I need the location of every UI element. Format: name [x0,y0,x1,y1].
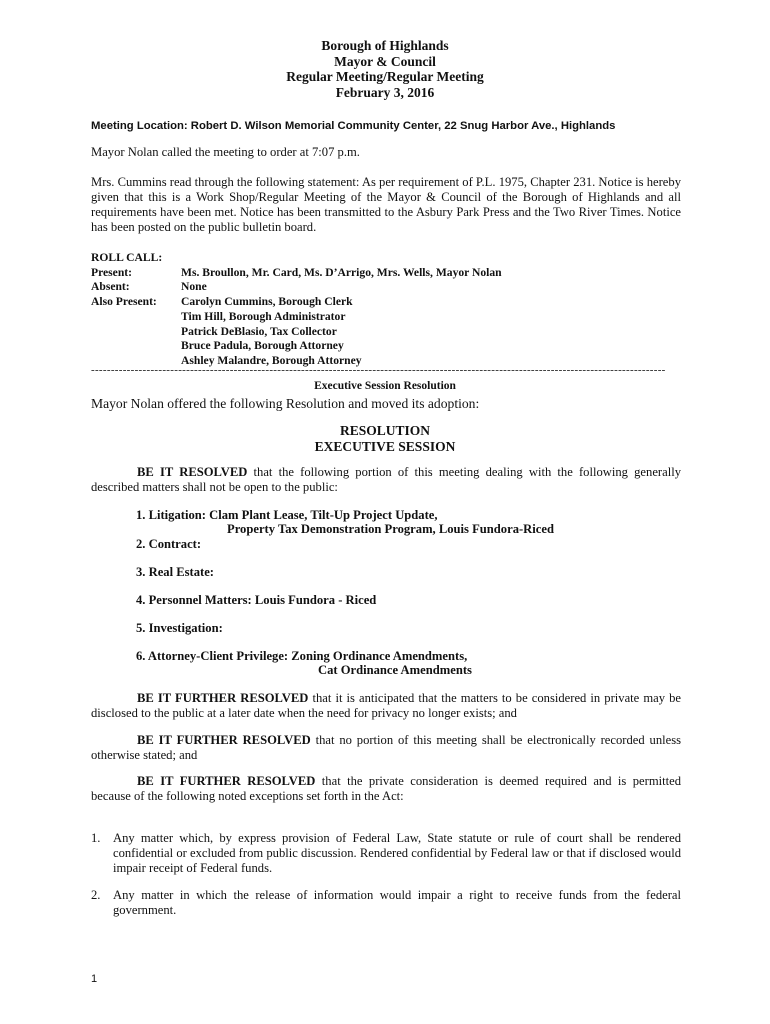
exception-number: 1. [91,831,101,845]
matter-litigation: 1. Litigation: Clam Plant Lease, Tilt-Up Project Update, [136,508,438,522]
matter-personnel: 4. Personnel Matters: Louis Fundora - Riced [136,593,377,607]
resolution-title: RESOLUTION [339,423,431,438]
resolution-subtitle: EXECUTIVE SESSION [314,439,456,454]
roll-absent-names: None [181,280,207,294]
exception-number: 2. [91,888,101,902]
roll-also-name: Patrick DeBlasio, Tax Collector [181,324,337,338]
call-to-order: Mayor Nolan called the meeting to order at 7:07 p.m. [91,145,360,159]
resolved-paragraph [91,465,681,495]
further-resolved-text: that the private consideration is deemed required and is permitted because of the following noted exceptions set forth in the Act: [91,774,681,803]
notice-statement: Mrs. Cummins read through the following statement: As per requirement of P.L. 1975, Chapter 231. Notice is hereby given that this is a Work Shop/Regular Meeting of the Mayor & Council of the Borough of Highlands and all requirements have been met. Notice has been transmitted to the Asbury Park Press and the Two River Times. Notice has been posted on the public bulletin board. [91,175,681,234]
resolved-lead: BE IT RESOLVED [137,465,248,479]
resolution-offered: Mayor Nolan offered the following Resolution and moved its adoption: [91,396,480,411]
resolution-heading [0,423,770,455]
roll-also-name: Carolyn Cummins, Borough Clerk [181,295,353,309]
further-resolved-paragraph [91,774,681,804]
exception-text: Any matter in which the release of information would impair a right to receive funds from the federal government. [113,888,681,917]
roll-also-row [91,325,502,340]
further-resolved-paragraph [91,691,681,721]
roll-also-row [91,295,502,310]
roll-also-name: Tim Hill, Borough Administrator [181,309,346,323]
further-resolved-lead: BE IT FURTHER RESOLVED [137,691,309,705]
further-resolved-lead: BE IT FURTHER RESOLVED [137,733,311,747]
further-resolved-text: that no portion of this meeting shall be electronically recorded unless otherwise stated; and [91,733,682,762]
roll-absent-row [91,280,502,295]
roll-also-label: Also Present: [91,295,157,309]
page-number: 1 [91,973,98,985]
further-resolved-text: that it is anticipated that the matters to be considered in private may be disclosed to the public at a later date when the need for privacy no longer exists; and [91,691,681,720]
roll-also-name: Bruce Padula, Borough Attorney [181,339,344,353]
matter-contract: 2. Contract: [136,537,202,551]
roll-present-names: Ms. Broullon, Mr. Card, Ms. D’Arrigo, Mrs. Wells, Mayor Nolan [181,265,502,279]
roll-also-row [91,339,502,354]
exception-text: Any matter which, by express provision of Federal Law, State statute or rule of court shall be rendered confidential or excluded from public discussion. Rendered confidential by Federal law or that if disclosed would impair receipt of Federal funds. [113,831,681,875]
matter-investigation: 5. Investigation: [136,621,223,635]
further-resolved-lead: BE IT FURTHER RESOLVED [137,774,316,788]
resolved-text: that the following portion of this meeting dealing with the following generally described matters shall not be open to the public: [91,465,681,494]
matter-litigation-cont: Property Tax Demonstration Program, Louis Fundora-Riced [227,522,554,536]
header-date: February 3, 2016 [335,84,435,100]
header-meeting-type: Regular Meeting/Regular Meeting [286,69,484,84]
roll-present-label: Present: [91,265,132,279]
section-divider: ------------------------------------------------------------------------------------------------------------------------------------------------- [91,364,666,376]
roll-call-title: ROLL CALL: [91,251,163,264]
header-body: Mayor & Council [334,53,436,69]
roll-also-row [91,310,502,325]
meeting-location: Meeting Location: Robert D. Wilson Memorial Community Center, 22 Snug Harbor Ave., Highlands [91,120,616,132]
roll-present-row [91,266,502,281]
exception-item [91,888,681,918]
roll-call [91,251,502,369]
matter-real-estate: 3. Real Estate: [136,565,214,579]
header-borough: Borough of Highlands [321,38,449,53]
matter-attorney-client-cont: Cat Ordinance Amendments [318,663,472,677]
roll-also-name: Ashley Malandre, Borough Attorney [181,353,362,367]
section-title: Executive Session Resolution [314,380,456,392]
document-header [0,38,770,100]
further-resolved-paragraph [91,733,681,763]
exception-item [91,831,681,876]
matter-attorney-client: 6. Attorney-Client Privilege: Zoning Ordinance Amendments, [136,649,468,663]
roll-absent-label: Absent: [91,280,130,294]
